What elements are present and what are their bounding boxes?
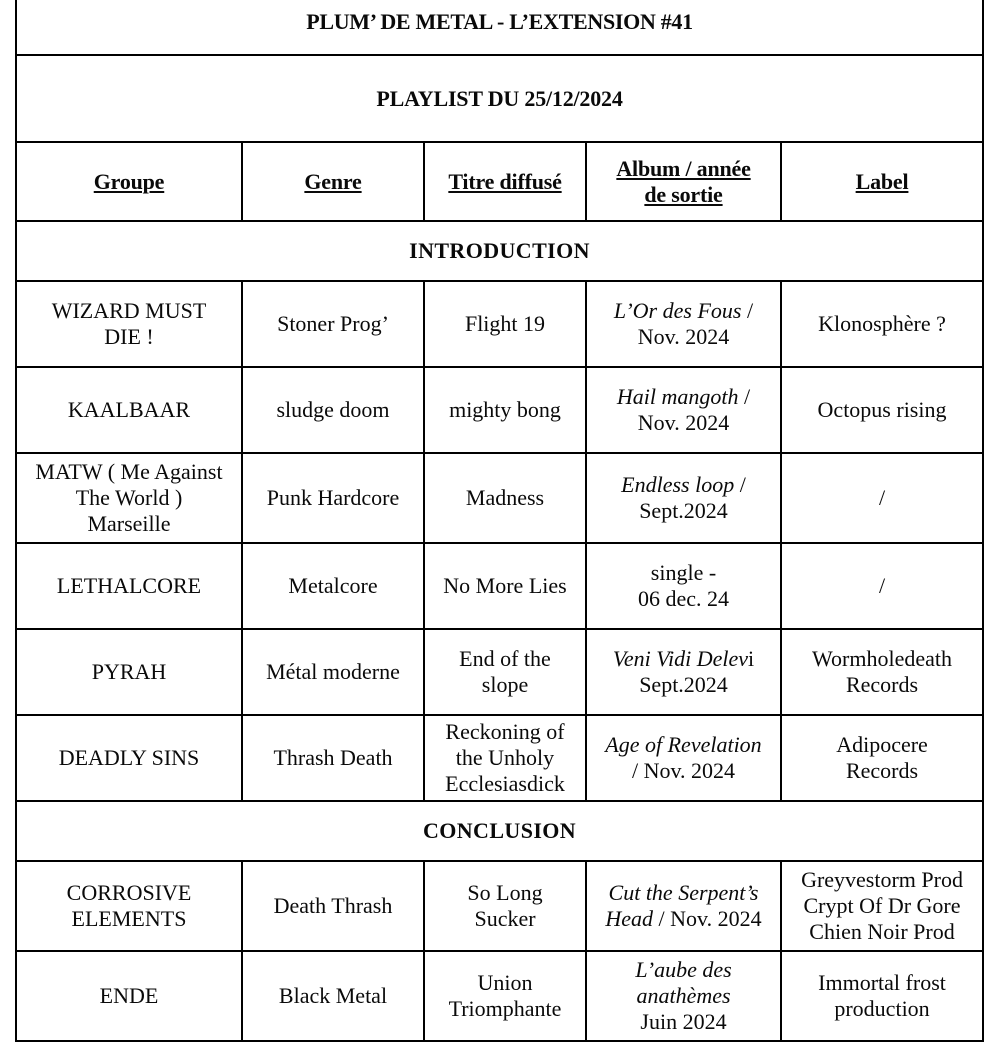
cell-album [586, 453, 781, 543]
label-line: Greyvestorm Prod [801, 867, 963, 893]
cell-label [781, 861, 983, 951]
cell-titre: Madness [424, 453, 586, 543]
label-line: Records [845, 672, 919, 697]
titre-line: Ecclesiasdick [445, 770, 565, 796]
cell-album [586, 281, 781, 367]
titre-line: Union [477, 970, 533, 996]
label-line: production [834, 996, 930, 1021]
cell-label: Octopus rising [781, 367, 983, 453]
cell-album [586, 715, 781, 801]
cell-genre: Thrash Death [242, 715, 424, 801]
column-header-titre-label: Titre diffusé [448, 168, 562, 194]
section-row-introduction [16, 221, 983, 281]
cell-genre: Métal moderne [242, 629, 424, 715]
titre-line: slope [481, 672, 529, 697]
titre-line: Sucker [474, 906, 536, 931]
playlist-table [15, 0, 984, 1042]
cell-genre: Stoner Prog’ [242, 281, 424, 367]
table-row [16, 629, 983, 715]
album-title: L’Or des Fous [613, 298, 742, 324]
cell-groupe: ENDE [16, 951, 242, 1041]
album-date: 06 dec. 24 [637, 586, 730, 611]
album-title: single - [650, 560, 717, 586]
label-line: Adipocere [836, 732, 928, 758]
groupe-line: MATW ( Me Against [35, 459, 223, 485]
column-header-groupe-label: Groupe [93, 168, 165, 194]
column-header-album [586, 142, 781, 221]
section-title-introduction: INTRODUCTION [16, 221, 983, 281]
groupe-line: DIE ! [104, 324, 154, 349]
cell-genre: Metalcore [242, 543, 424, 629]
document-title: PLUM’ DE METAL - L’EXTENSION #41 [16, 0, 983, 55]
cell-album [586, 629, 781, 715]
column-header-genre [242, 142, 424, 221]
album-title-cont: anathèmes [636, 983, 731, 1009]
album-title-cont: Head [605, 906, 654, 931]
album-separator: / [734, 472, 746, 498]
cell-titre [424, 951, 586, 1041]
table-row [16, 367, 983, 453]
label-line: Records [845, 758, 919, 783]
album-title-tail: i [748, 646, 755, 672]
titre-line: End of the [459, 646, 551, 672]
label-line: Chien Noir Prod [809, 918, 955, 944]
column-header-groupe [16, 142, 242, 221]
album-title-line [590, 646, 777, 672]
album-separator: / [738, 384, 751, 410]
playlist-date-title: PLAYLIST DU 25/12/2024 [16, 55, 983, 142]
album-title-line [590, 906, 777, 932]
cell-titre: Flight 19 [424, 281, 586, 367]
cell-album [586, 951, 781, 1041]
column-header-genre-label: Genre [304, 168, 362, 194]
section-title-conclusion: CONCLUSION [16, 801, 983, 861]
cell-album [586, 543, 781, 629]
groupe-line: The World ) [75, 485, 183, 511]
groupe-line: CORROSIVE [66, 880, 192, 906]
label-line: Crypt Of Dr Gore [803, 893, 961, 919]
table-row [16, 453, 983, 543]
label-line: Wormholedeath [812, 646, 952, 672]
column-header-row [16, 142, 983, 221]
column-header-label-label: Label [855, 168, 909, 194]
cell-album [586, 861, 781, 951]
table-row [16, 543, 983, 629]
album-date: Nov. 2024 [637, 410, 730, 435]
album-title-line [590, 472, 777, 498]
album-date: Nov. 2024 [637, 324, 730, 349]
cell-album [586, 367, 781, 453]
titre-line: Reckoning of [445, 719, 565, 745]
cell-label: Klonosphère ? [781, 281, 983, 367]
album-title: Endless loop [621, 472, 735, 498]
table-row [16, 861, 983, 951]
cell-label: / [781, 453, 983, 543]
cell-titre: mighty bong [424, 367, 586, 453]
cell-groupe [16, 281, 242, 367]
cell-label [781, 715, 983, 801]
album-date: Juin 2024 [640, 1008, 727, 1034]
section-row-conclusion [16, 801, 983, 861]
groupe-line: ELEMENTS [71, 906, 187, 931]
cell-groupe: PYRAH [16, 629, 242, 715]
cell-groupe: LETHALCORE [16, 543, 242, 629]
album-title: Hail mangoth [616, 384, 739, 410]
title-row [16, 0, 983, 55]
groupe-line: Marseille [87, 510, 171, 536]
column-header-label [781, 142, 983, 221]
album-title-line [590, 298, 777, 324]
titre-line: Triomphante [448, 996, 562, 1021]
groupe-line: WIZARD MUST [51, 298, 207, 324]
album-title: Cut the Serpent’s [608, 880, 759, 906]
table-row [16, 715, 983, 801]
cell-label: / [781, 543, 983, 629]
column-header-titre [424, 142, 586, 221]
cell-groupe: KAALBAAR [16, 367, 242, 453]
album-title: L’aube des [635, 957, 732, 983]
album-title-line [590, 384, 777, 410]
table-row [16, 281, 983, 367]
cell-label [781, 629, 983, 715]
cell-genre: sludge doom [242, 367, 424, 453]
album-date: Sept.2024 [639, 672, 728, 697]
cell-label [781, 951, 983, 1041]
album-separator: / [741, 298, 754, 324]
album-date: Sept.2024 [639, 498, 728, 523]
cell-groupe: DEADLY SINS [16, 715, 242, 801]
cell-genre: Death Thrash [242, 861, 424, 951]
column-header-album-label-line2: de sortie [644, 181, 723, 207]
album-title: Age of Revelation [605, 732, 762, 758]
titre-line: the Unholy [455, 745, 555, 771]
cell-genre: Punk Hardcore [242, 453, 424, 543]
album-title: Veni Vidi Delev [612, 646, 749, 672]
cell-titre [424, 629, 586, 715]
cell-groupe [16, 453, 242, 543]
cell-titre [424, 715, 586, 801]
subtitle-row [16, 55, 983, 142]
cell-genre: Black Metal [242, 951, 424, 1041]
titre-line: So Long [467, 880, 543, 906]
column-header-album-label-line1: Album / année [616, 155, 751, 181]
cell-titre: No More Lies [424, 543, 586, 629]
album-date: / Nov. 2024 [631, 758, 736, 783]
album-date: / Nov. 2024 [653, 906, 762, 931]
label-line: Immortal frost [818, 970, 946, 996]
table-row [16, 951, 983, 1041]
cell-groupe [16, 861, 242, 951]
cell-titre [424, 861, 586, 951]
